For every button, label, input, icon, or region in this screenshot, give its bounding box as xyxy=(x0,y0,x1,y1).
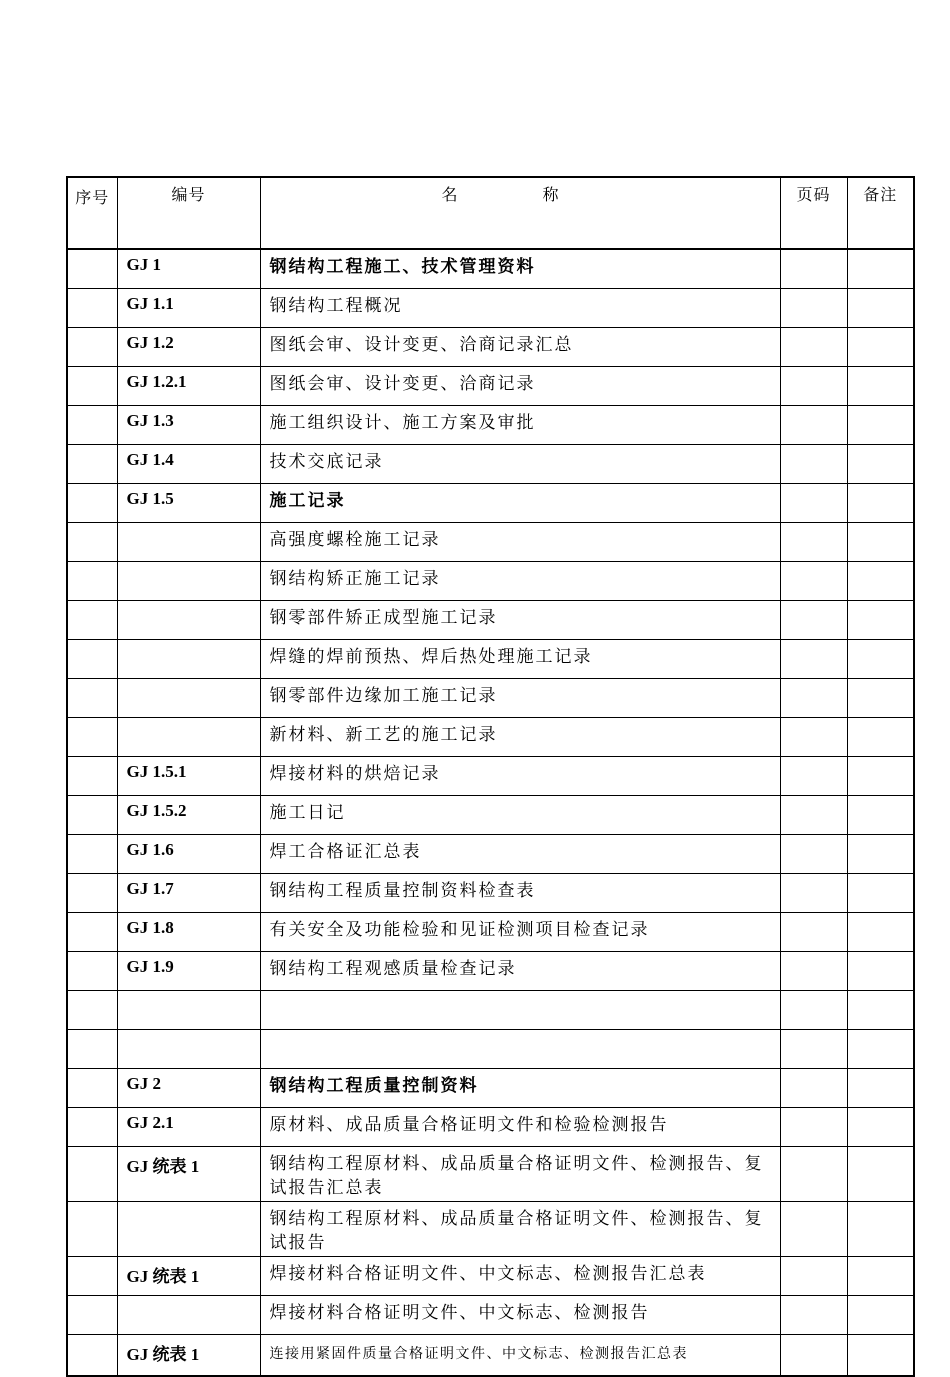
cell-seq xyxy=(67,1335,117,1377)
cell-page xyxy=(780,835,847,874)
table-row xyxy=(67,991,914,1030)
cell-page xyxy=(780,796,847,835)
table-row xyxy=(67,484,914,523)
cell-note xyxy=(847,1335,914,1377)
cell-code: GJ 1.5.2 xyxy=(117,796,260,835)
cell-code: GJ 2 xyxy=(117,1069,260,1108)
cell-page xyxy=(780,249,847,289)
cell-seq xyxy=(67,1296,117,1335)
cell-seq xyxy=(67,1147,117,1202)
cell-name: 钢零部件边缘加工施工记录 xyxy=(260,679,780,718)
table-row xyxy=(67,640,914,679)
table-row xyxy=(67,796,914,835)
cell-page xyxy=(780,952,847,991)
cell-seq xyxy=(67,874,117,913)
header-code: 编号 xyxy=(117,177,260,249)
cell-seq xyxy=(67,1257,117,1296)
cell-page xyxy=(780,445,847,484)
cell-note xyxy=(847,757,914,796)
cell-code xyxy=(117,1296,260,1335)
cell-seq xyxy=(67,952,117,991)
cell-note xyxy=(847,601,914,640)
cell-seq xyxy=(67,679,117,718)
cell-note xyxy=(847,1030,914,1069)
cell-page xyxy=(780,679,847,718)
cell-name: 施工组织设计、施工方案及审批 xyxy=(260,406,780,445)
table-row xyxy=(67,406,914,445)
cell-page xyxy=(780,484,847,523)
cell-page xyxy=(780,718,847,757)
table-row xyxy=(67,1335,914,1377)
cell-seq xyxy=(67,1202,117,1257)
cell-note xyxy=(847,913,914,952)
cell-note xyxy=(847,445,914,484)
cell-note xyxy=(847,406,914,445)
cell-note xyxy=(847,679,914,718)
cell-page xyxy=(780,523,847,562)
cell-note xyxy=(847,1296,914,1335)
cell-seq xyxy=(67,523,117,562)
cell-page xyxy=(780,1147,847,1202)
table-row xyxy=(67,328,914,367)
cell-code: GJ 1.3 xyxy=(117,406,260,445)
cell-seq xyxy=(67,601,117,640)
cell-code: GJ 1.2.1 xyxy=(117,367,260,406)
cell-name: 钢结构工程原材料、成品质量合格证明文件、检测报告、复试报告汇总表 xyxy=(260,1147,780,1202)
cell-code: GJ 1.5.1 xyxy=(117,757,260,796)
table-row xyxy=(67,913,914,952)
cell-code: GJ 1.7 xyxy=(117,874,260,913)
table-row xyxy=(67,562,914,601)
cell-page xyxy=(780,640,847,679)
cell-code xyxy=(117,523,260,562)
cell-seq xyxy=(67,640,117,679)
cell-page xyxy=(780,1202,847,1257)
cell-note xyxy=(847,1069,914,1108)
cell-code: GJ 统表 1 xyxy=(117,1335,260,1377)
cell-note xyxy=(847,562,914,601)
table-row xyxy=(67,1257,914,1296)
cell-name: 焊接材料的烘焙记录 xyxy=(260,757,780,796)
table-header-row xyxy=(67,177,914,249)
cell-note xyxy=(847,367,914,406)
cell-seq xyxy=(67,1069,117,1108)
table-row xyxy=(67,679,914,718)
table-row xyxy=(67,1147,914,1202)
cell-name: 有关安全及功能检验和见证检测项目检查记录 xyxy=(260,913,780,952)
cell-page xyxy=(780,913,847,952)
cell-seq xyxy=(67,718,117,757)
cell-seq xyxy=(67,1030,117,1069)
cell-page xyxy=(780,1108,847,1147)
table-row xyxy=(67,601,914,640)
cell-code xyxy=(117,562,260,601)
cell-name: 施工记录 xyxy=(260,484,780,523)
cell-note xyxy=(847,1108,914,1147)
header-note: 备注 xyxy=(847,177,914,249)
cell-page xyxy=(780,367,847,406)
cell-seq xyxy=(67,991,117,1030)
cell-note xyxy=(847,289,914,328)
cell-code: GJ 1.8 xyxy=(117,913,260,952)
cell-name: 钢结构工程原材料、成品质量合格证明文件、检测报告、复试报告 xyxy=(260,1202,780,1257)
cell-note xyxy=(847,718,914,757)
cell-page xyxy=(780,601,847,640)
cell-seq xyxy=(67,445,117,484)
cell-name: 图纸会审、设计变更、洽商记录 xyxy=(260,367,780,406)
catalog-table xyxy=(66,176,915,1377)
table-row xyxy=(67,718,914,757)
header-name-label: 名 称 xyxy=(441,185,599,204)
cell-name: 连接用紧固件质量合格证明文件、中文标志、检测报告汇总表 xyxy=(260,1335,780,1377)
cell-name: 钢结构工程质量控制资料检查表 xyxy=(260,874,780,913)
cell-code xyxy=(117,601,260,640)
cell-seq xyxy=(67,484,117,523)
cell-name: 焊接材料合格证明文件、中文标志、检测报告 xyxy=(260,1296,780,1335)
cell-seq xyxy=(67,562,117,601)
cell-page xyxy=(780,1296,847,1335)
cell-note xyxy=(847,249,914,289)
cell-name: 新材料、新工艺的施工记录 xyxy=(260,718,780,757)
cell-page xyxy=(780,1030,847,1069)
cell-name xyxy=(260,991,780,1030)
header-seq: 序号 xyxy=(67,177,117,249)
cell-code xyxy=(117,679,260,718)
cell-code xyxy=(117,1030,260,1069)
cell-name: 原材料、成品质量合格证明文件和检验检测报告 xyxy=(260,1108,780,1147)
cell-seq xyxy=(67,406,117,445)
cell-name: 钢结构工程观感质量检查记录 xyxy=(260,952,780,991)
cell-code xyxy=(117,1202,260,1257)
cell-code xyxy=(117,640,260,679)
table-row xyxy=(67,1069,914,1108)
table-row xyxy=(67,835,914,874)
cell-code: GJ 1.4 xyxy=(117,445,260,484)
table-row xyxy=(67,289,914,328)
cell-seq xyxy=(67,796,117,835)
cell-seq xyxy=(67,249,117,289)
cell-page xyxy=(780,406,847,445)
cell-note xyxy=(847,328,914,367)
cell-code: GJ 1.1 xyxy=(117,289,260,328)
cell-name: 技术交底记录 xyxy=(260,445,780,484)
cell-seq xyxy=(67,328,117,367)
cell-code: GJ 1.2 xyxy=(117,328,260,367)
cell-page xyxy=(780,289,847,328)
cell-note xyxy=(847,523,914,562)
cell-code: GJ 1.6 xyxy=(117,835,260,874)
header-name xyxy=(260,177,780,249)
table-row xyxy=(67,1296,914,1335)
cell-seq xyxy=(67,835,117,874)
table-row xyxy=(67,367,914,406)
cell-page xyxy=(780,1257,847,1296)
table-row xyxy=(67,1202,914,1257)
table-row xyxy=(67,445,914,484)
cell-name: 钢结构工程概况 xyxy=(260,289,780,328)
cell-code xyxy=(117,718,260,757)
cell-seq xyxy=(67,757,117,796)
cell-note xyxy=(847,874,914,913)
cell-name: 焊缝的焊前预热、焊后热处理施工记录 xyxy=(260,640,780,679)
table-row xyxy=(67,952,914,991)
cell-note xyxy=(847,1202,914,1257)
cell-page xyxy=(780,1335,847,1377)
cell-note xyxy=(847,991,914,1030)
cell-code: GJ 统表 1 xyxy=(117,1257,260,1296)
cell-seq xyxy=(67,367,117,406)
cell-note xyxy=(847,484,914,523)
table-body xyxy=(67,249,914,1376)
cell-code xyxy=(117,991,260,1030)
cell-code: GJ 统表 1 xyxy=(117,1147,260,1202)
cell-code: GJ 1.5 xyxy=(117,484,260,523)
cell-page xyxy=(780,1069,847,1108)
cell-name: 图纸会审、设计变更、洽商记录汇总 xyxy=(260,328,780,367)
cell-code: GJ 2.1 xyxy=(117,1108,260,1147)
cell-seq xyxy=(67,913,117,952)
cell-name: 焊工合格证汇总表 xyxy=(260,835,780,874)
cell-page xyxy=(780,562,847,601)
cell-note xyxy=(847,835,914,874)
table-row xyxy=(67,1030,914,1069)
cell-name: 钢结构矫正施工记录 xyxy=(260,562,780,601)
cell-name xyxy=(260,1030,780,1069)
cell-page xyxy=(780,874,847,913)
table-row xyxy=(67,874,914,913)
cell-page xyxy=(780,757,847,796)
cell-code: GJ 1.9 xyxy=(117,952,260,991)
cell-name: 钢零部件矫正成型施工记录 xyxy=(260,601,780,640)
table-row xyxy=(67,523,914,562)
cell-name: 高强度螺栓施工记录 xyxy=(260,523,780,562)
cell-code: GJ 1 xyxy=(117,249,260,289)
cell-note xyxy=(847,1147,914,1202)
cell-note xyxy=(847,1257,914,1296)
cell-name: 施工日记 xyxy=(260,796,780,835)
header-page: 页码 xyxy=(780,177,847,249)
cell-name: 钢结构工程质量控制资料 xyxy=(260,1069,780,1108)
cell-page xyxy=(780,328,847,367)
table-row xyxy=(67,1108,914,1147)
table-row xyxy=(67,757,914,796)
cell-name: 焊接材料合格证明文件、中文标志、检测报告汇总表 xyxy=(260,1257,780,1296)
cell-note xyxy=(847,796,914,835)
cell-note xyxy=(847,952,914,991)
cell-name: 钢结构工程施工、技术管理资料 xyxy=(260,249,780,289)
cell-page xyxy=(780,991,847,1030)
table-row xyxy=(67,249,914,289)
cell-seq xyxy=(67,1108,117,1147)
cell-note xyxy=(847,640,914,679)
cell-seq xyxy=(67,289,117,328)
